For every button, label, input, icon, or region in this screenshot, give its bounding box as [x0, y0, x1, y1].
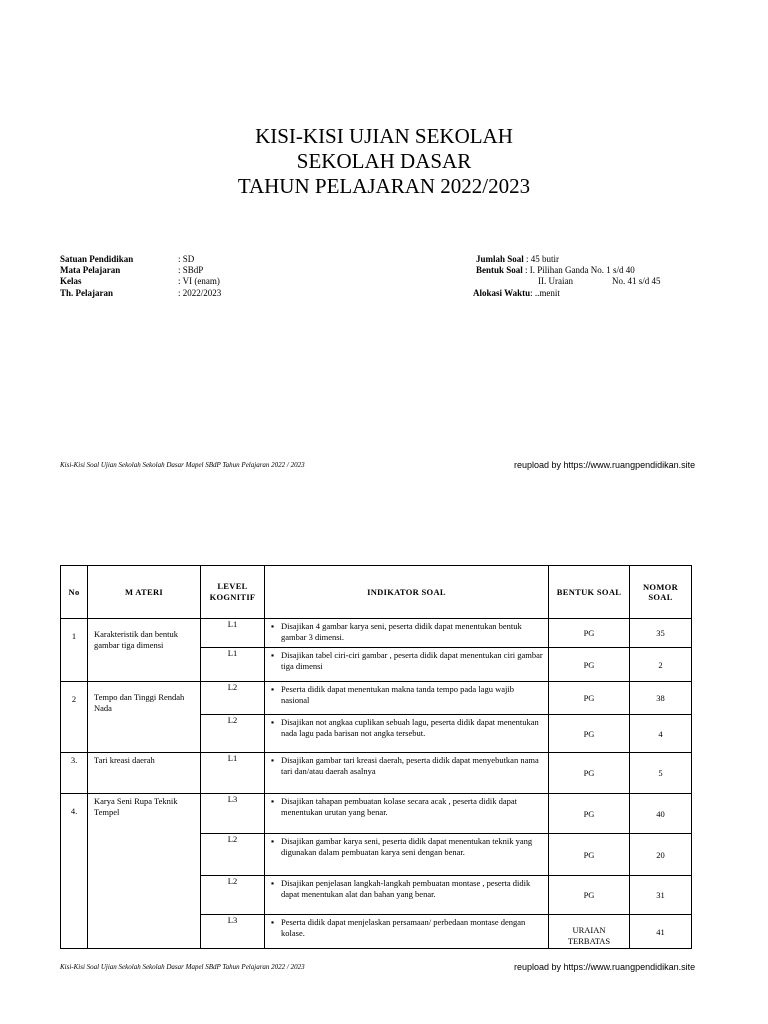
table-header-row — [61, 566, 692, 619]
row-bentuk: PG — [549, 648, 630, 682]
row-indikator: ▪ Disajikan penjelasan langkah-langkah pembuatan montase , peserta didik dapat menentukan alat dan bahan yang benar. — [265, 876, 549, 915]
row-indikator: ▪ Disajikan gambar tari kreasi daerah, peserta didik dapat menyebutkan nama tari dan/atau daerah asalnya — [265, 753, 549, 794]
row-indikator: ▪ Peserta didik dapat menjelaskan persamaan/ perbedaan montase dengan kolase. — [265, 915, 549, 949]
row-indikator: ▪ Disajikan tahapan pembuatan kolase secara acak , peserta didik dapat menentukan urutan yang benar. — [265, 794, 549, 834]
row-materi: Tempo dan Tinggi Rendah Nada — [88, 682, 201, 753]
row-bentuk: PG — [549, 876, 630, 915]
table-row — [61, 619, 692, 648]
row-nomor: 35 — [630, 619, 692, 648]
row-nomor: 4 — [630, 715, 692, 753]
row-indikator: ▪ Disajikan not angkaa cuplikan sebuah lagu, peserta didik dapat menentukan nada lagu pada barisan not angka tersebut. — [265, 715, 549, 753]
row-bentuk: PG — [549, 682, 630, 715]
info-alokasi-waktu: Alokasi Waktu: ..menit — [473, 288, 560, 298]
info-uraian-range: No. 41 s/d 45 — [612, 276, 661, 286]
document-title-line-3: TAHUN PELAJARAN 2022/2023 — [237, 174, 531, 198]
info-value-kelas: : VI (enam) — [178, 276, 220, 286]
document-title-line-2: SEKOLAH DASAR — [296, 149, 472, 173]
row-bentuk: PG — [549, 834, 630, 876]
header-indikator: INDIKATOR SOAL — [265, 566, 549, 619]
row-nomor: 31 — [630, 876, 692, 915]
row-level: L2 — [201, 682, 265, 715]
header-level: LEVEL KOGNITIF — [201, 566, 265, 619]
info-jumlah-soal: Jumlah Soal : 45 butir — [476, 254, 560, 264]
table-row — [61, 682, 692, 715]
row-nomor: 41 — [630, 915, 692, 949]
row-level: L2 — [201, 876, 265, 915]
info-bentuk-soal: Bentuk Soal : I. Pilihan Ganda No. 1 s/d 40 — [476, 265, 635, 275]
row-materi: Karya Seni Rupa Teknik Tempel — [88, 794, 201, 949]
row-number: 1 — [61, 619, 88, 682]
row-level: L1 — [201, 648, 265, 682]
row-indikator: ▪ Disajikan tabel ciri-ciri gambar , peserta didik dapat menentukan ciri gambar tiga dimensi — [265, 648, 549, 682]
info-value-mapel: : SBdP — [178, 265, 204, 275]
row-materi: Tari kreasi daerah — [88, 753, 201, 794]
footer-caption: Kisi-Kisi Soal Ujian Sekolah Sekolah Dasar Mapel SBdP Tahun Pelajaran 2022 / 2023 — [60, 461, 305, 469]
row-nomor: 40 — [630, 794, 692, 834]
info-label-mapel: Mata Pelajaran — [60, 265, 121, 275]
footer-reupload-link-bottom[interactable]: reupload by https://www.ruangpendidikan.site — [514, 962, 696, 972]
row-level: L2 — [201, 834, 265, 876]
footer-caption-bottom: Kisi-Kisi Soal Ujian Sekolah Sekolah Dasar Mapel SBdP Tahun Pelajaran 2022 / 2023 — [60, 963, 305, 971]
header-nomor: NOMOR SOAL — [630, 566, 692, 619]
row-bentuk: PG — [549, 753, 630, 794]
row-number: 3. — [61, 753, 88, 794]
info-label-kelas: Kelas — [60, 276, 82, 286]
row-bentuk: PG — [549, 794, 630, 834]
row-number: 2 — [61, 682, 88, 753]
row-bentuk: PG — [549, 715, 630, 753]
row-bentuk: PG — [549, 619, 630, 648]
info-value-satuan: : SD — [178, 254, 195, 264]
row-nomor: 20 — [630, 834, 692, 876]
row-level: L1 — [201, 619, 265, 648]
info-label-satuan: Satuan Pendidikan — [60, 254, 134, 264]
header-no: No — [61, 566, 88, 619]
info-label-tahun: Th. Pelajaran — [60, 288, 113, 298]
row-nomor: 2 — [630, 648, 692, 682]
row-number: 4. — [61, 794, 88, 949]
row-level: L2 — [201, 715, 265, 753]
row-level: L1 — [201, 753, 265, 794]
row-indikator: ▪ Disajikan gambar karya seni, peserta didik dapat menentukan teknik yang digunakan dalam pembuatan karya seni dengan benar. — [265, 834, 549, 876]
table-row — [61, 753, 692, 794]
table-row — [61, 794, 692, 834]
row-indikator: ▪ Disajikan 4 gambar karya seni, peserta didik dapat menentukan bentuk gambar 3 dimensi. — [265, 619, 549, 648]
row-materi: Karakteristik dan bentuk gambar tiga dimensi — [88, 619, 201, 682]
row-indikator: ▪ Peserta didik dapat menentukan makna tanda tempo pada lagu wajib nasional — [265, 682, 549, 715]
footer-reupload-link[interactable]: reupload by https://www.ruangpendidikan.site — [514, 460, 696, 470]
document-title-line-1: KISI-KISI UJIAN SEKOLAH — [255, 124, 513, 148]
row-nomor: 38 — [630, 682, 692, 715]
row-level: L3 — [201, 915, 265, 949]
header-bentuk: BENTUK SOAL — [549, 566, 630, 619]
kisi-kisi-table — [60, 565, 692, 949]
info-value-tahun: : 2022/2023 — [178, 288, 222, 298]
info-uraian: II. Uraian — [538, 276, 573, 286]
row-level: L3 — [201, 794, 265, 834]
row-bentuk: URAIAN TERBATAS — [549, 915, 630, 949]
header-materi: M ATERI — [88, 566, 201, 619]
row-nomor: 5 — [630, 753, 692, 794]
